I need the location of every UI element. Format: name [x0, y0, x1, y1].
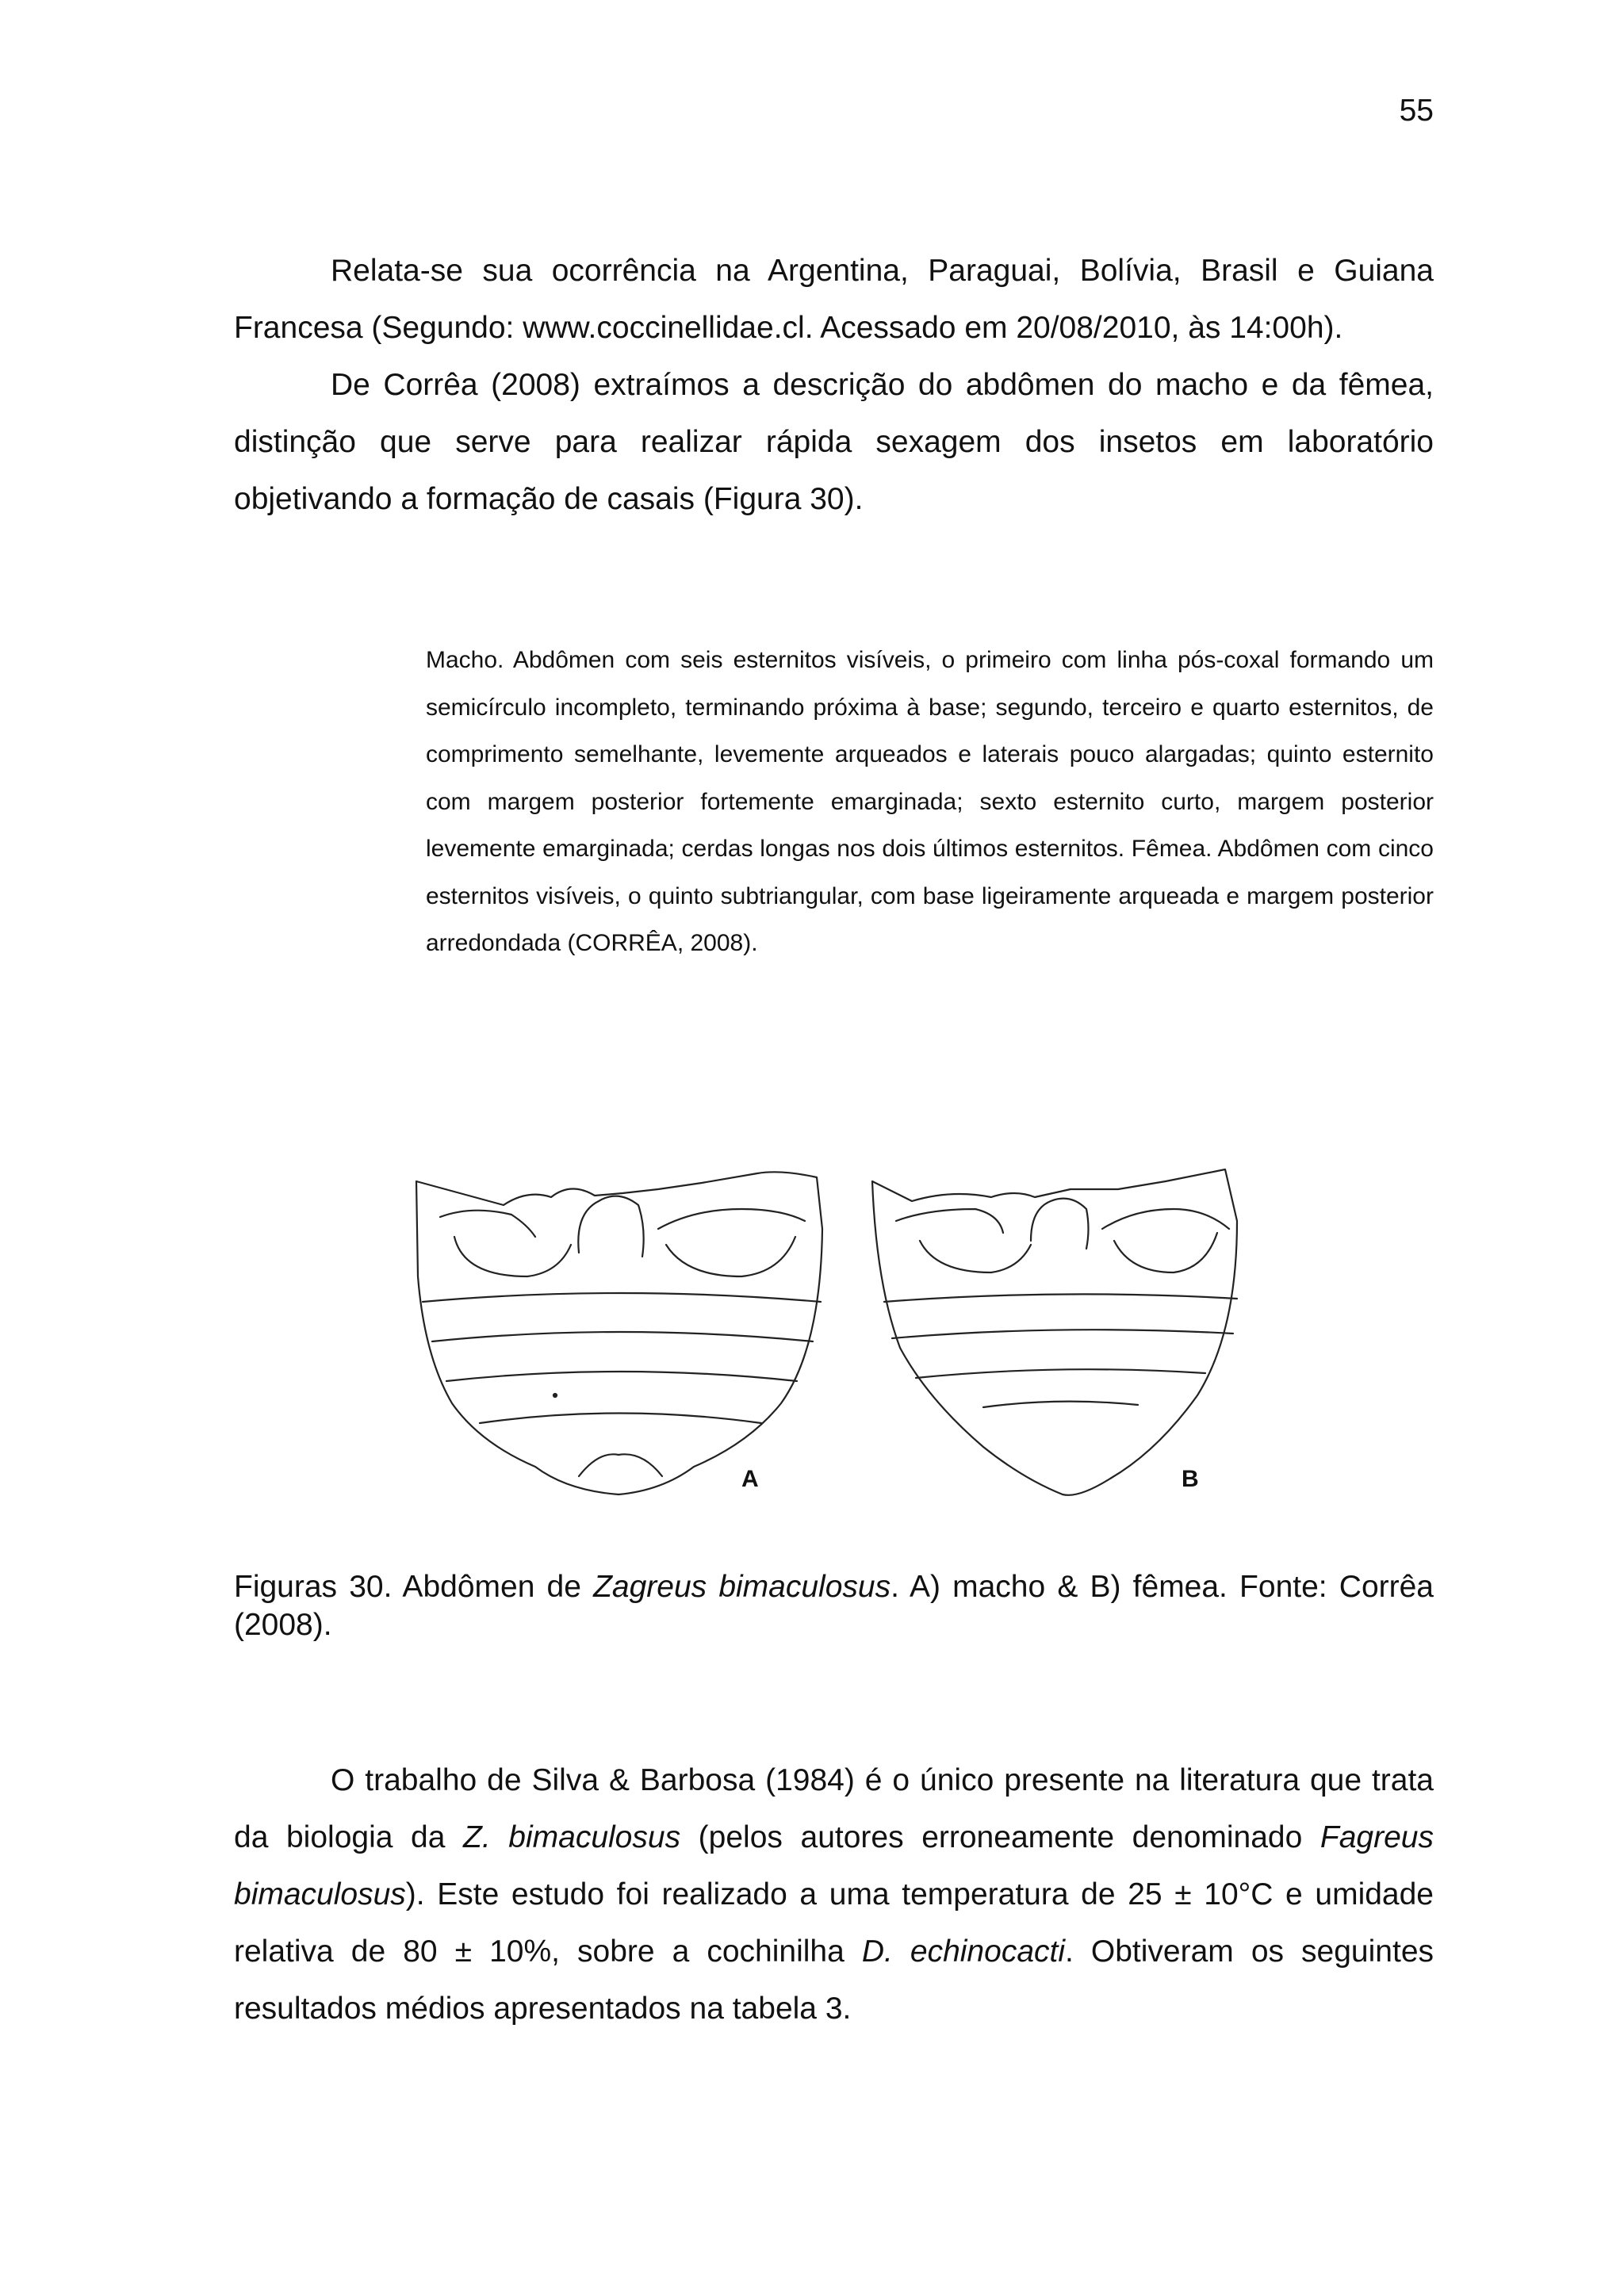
male-outline	[416, 1172, 822, 1494]
figure-caption	[234, 1568, 1434, 1644]
male-sternite-line-3	[446, 1372, 797, 1381]
caption-text-start: Figuras 30. Abdômen de	[234, 1570, 594, 1604]
para3-species-fagreus: Fagreus bimaculosus	[234, 1820, 1434, 1911]
figure-label-a: A	[741, 1466, 759, 1492]
male-postcoxal-left	[454, 1237, 571, 1276]
female-sternite-line-4	[983, 1402, 1138, 1407]
para3-text-3: ). Este estudo foi realizado a uma temperatura de 25 ± 10°C e umidade relativa de 80 ± 10%, sobre a cochinilha	[234, 1877, 1434, 1969]
female-central-process	[1031, 1199, 1089, 1249]
male-coxa-right	[658, 1209, 805, 1229]
female-postcoxal-right	[1114, 1233, 1217, 1272]
abdomen-figure	[408, 1165, 1241, 1498]
female-sternite-line-1	[884, 1294, 1237, 1302]
para3-text-1: O trabalho de Silva & Barbosa (1984) é o único presente na literatura que trata da biologia da	[234, 1763, 1434, 1854]
caption-species-name: Zagreus bimaculosus	[593, 1570, 891, 1604]
female-coxa-left	[896, 1209, 1003, 1233]
male-abdomen-drawing	[416, 1172, 822, 1494]
paragraph-abdomen-description-intro: De Corrêa (2008) extraímos a descrição do abdômen do macho e da fêmea, distinção que serve para realizar rápida sexagem dos insetos em laboratório objetivando a formação de casais (Figura 30).	[234, 368, 1434, 516]
male-postcoxal-right	[666, 1237, 795, 1276]
female-coxa-right	[1102, 1209, 1229, 1229]
female-postcoxal-left	[920, 1241, 1031, 1272]
male-seta-dot	[553, 1394, 557, 1397]
figure-label-b: B	[1182, 1466, 1199, 1492]
female-outline	[872, 1169, 1237, 1495]
female-abdomen-drawing	[872, 1169, 1237, 1495]
block-quote-correa: Macho. Abdômen com seis esternitos visíveis, o primeiro com linha pós-coxal formando um semicírculo incompleto, terminando próxima à base; segundo, terceiro e quarto esternitos, de comprimento semelhante, levemente arqueados e laterais pouco alargadas; quinto esternito com margem posterior fortemente emarginada; sexto esternito curto, margem posterior levemente emarginada; cerdas longas nos dois últimos esternitos. Fêmea. Abdômen com cinco esternitos visíveis, o quinto subtriangular, com base ligeiramente arqueada e margem posterior arredondada (CORRÊA, 2008).	[426, 647, 1434, 956]
male-terminal-notch	[579, 1454, 662, 1476]
male-central-process	[578, 1196, 643, 1257]
female-sternite-line-3	[916, 1369, 1205, 1378]
paragraph-silva-barbosa	[234, 1752, 1434, 2038]
male-coxa-left	[440, 1211, 535, 1237]
male-sternite-line-1	[423, 1293, 821, 1302]
para3-species-d: D. echinocacti	[861, 1934, 1066, 1969]
male-sternite-line-4	[480, 1414, 761, 1424]
para3-text-4: . Obtiveram os seguintes resultados médios apresentados na tabela 3.	[234, 1934, 1434, 2026]
para3-species-z: Z. bimaculosus	[463, 1820, 681, 1854]
caption-text-end: . A) macho & B) fêmea. Fonte: Corrêa (2008).	[234, 1570, 1434, 1642]
page-number: 55	[1399, 94, 1434, 128]
paragraph-occurrence: Relata-se sua ocorrência na Argentina, Paraguai, Bolívia, Brasil e Guiana Francesa (Segundo: www.coccinellidae.cl. Acessado em 20/08/2010, às 14:00h).	[234, 254, 1434, 345]
para3-text-2: (pelos autores erroneamente denominado	[680, 1820, 1320, 1854]
male-sternite-line-2	[432, 1332, 813, 1341]
female-sternite-line-2	[892, 1330, 1233, 1338]
